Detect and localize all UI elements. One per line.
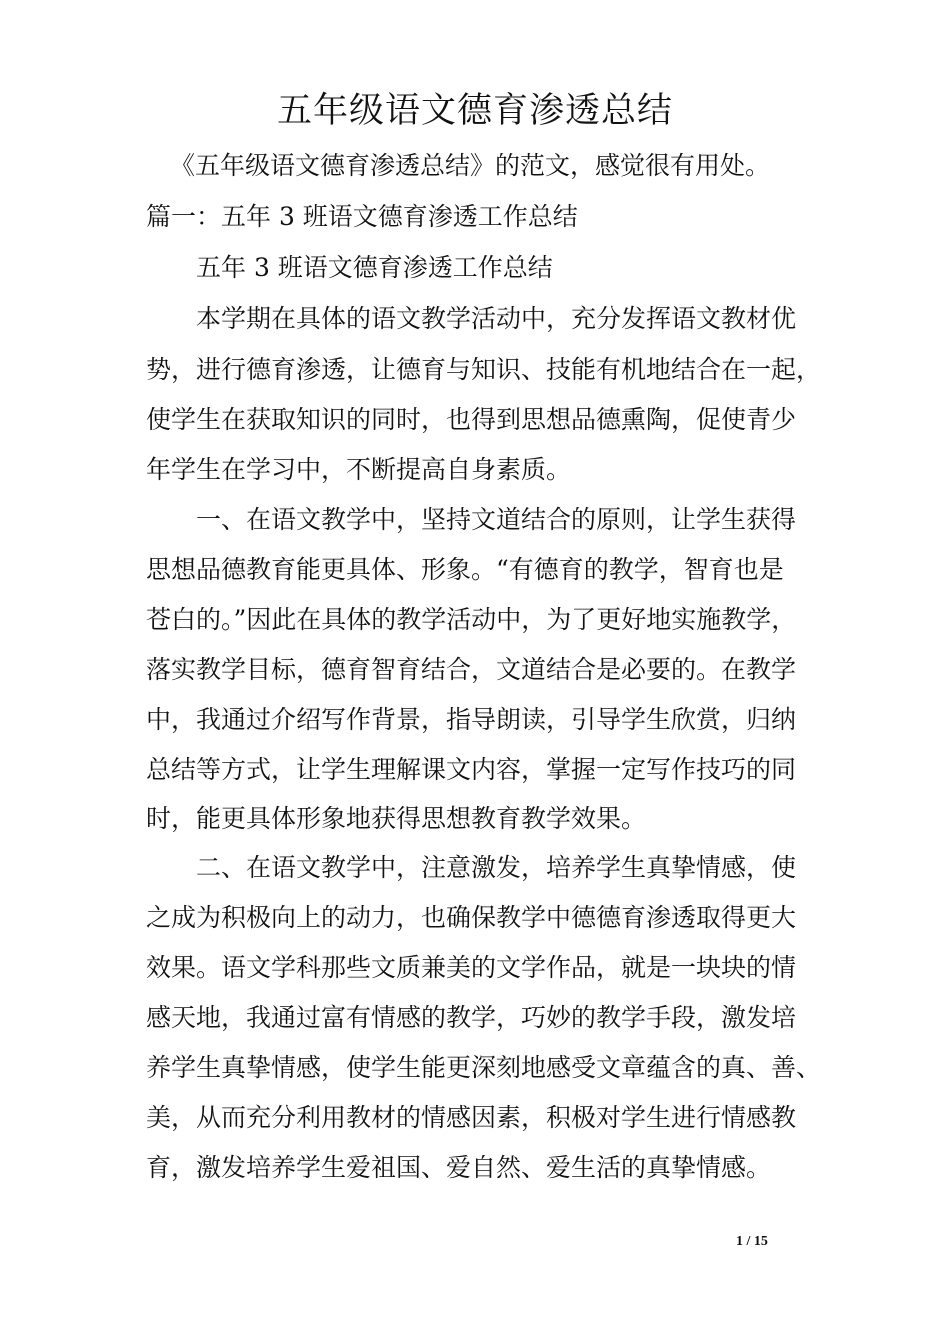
body-line: 美，从而充分利用教材的情感因素，积极对学生进行情感教 — [146, 1103, 797, 1132]
section-heading: 篇一：五年 3 班语文德育渗透工作总结 — [146, 202, 578, 231]
body-line: 思想品德教育能更具体、形象。“有德育的教学，智育也是 — [146, 555, 784, 584]
body-line: 养学生真挚情感，使学生能更深刻地感受文章蕴含的真、善、 — [146, 1053, 822, 1082]
body-line: 感天地，我通过富有情感的教学，巧妙的教学手段，激发培 — [146, 1003, 797, 1032]
body-line: 二、在语文教学中，注意激发，培养学生真挚情感，使 — [196, 853, 797, 882]
body-line: 本学期在具体的语文教学活动中，充分发挥语文教材优 — [196, 304, 797, 333]
body-line: 时，能更具体形象地获得思想教育教学效果。 — [146, 804, 647, 833]
body-line: 使学生在获取知识的同时，也得到思想品德熏陶，促使青少 — [146, 405, 797, 434]
page-number: 1 / 15 — [736, 1234, 768, 1249]
body-line: 苍白的。”因此在具体的教学活动中，为了更好地实施教学， — [146, 605, 797, 634]
body-line: 之成为积极向上的动力，也确保教学中德德育渗透取得更大 — [146, 903, 797, 932]
body-line: 育，激发培养学生爱祖国、爱自然、爱生活的真挚情感。 — [146, 1153, 772, 1182]
body-line: 年学生在学习中，不断提高自身素质。 — [146, 455, 572, 484]
subheading: 五年 3 班语文德育渗透工作总结 — [196, 253, 553, 282]
document-title: 五年级语文德育渗透总结 — [276, 91, 673, 131]
body-line: 势，进行德育渗透，让德育与知识、技能有机地结合在一起， — [146, 355, 822, 384]
body-line: 一、在语文教学中，坚持文道结合的原则，让学生获得 — [196, 505, 797, 534]
body-line: 落实教学目标，德育智育结合，文道结合是必要的。在教学 — [146, 655, 797, 684]
body-line: 总结等方式，让学生理解课文内容，掌握一定写作技巧的同 — [146, 755, 797, 784]
intro-line: 《五年级语文德育渗透总结》的范文，感觉很有用处。 — [170, 151, 771, 180]
body-line: 中，我通过介绍写作背景，指导朗读，引导学生欣赏，归纳 — [146, 705, 797, 734]
body-line: 效果。语文学科那些文质兼美的文学作品，就是一块块的情 — [146, 953, 797, 982]
